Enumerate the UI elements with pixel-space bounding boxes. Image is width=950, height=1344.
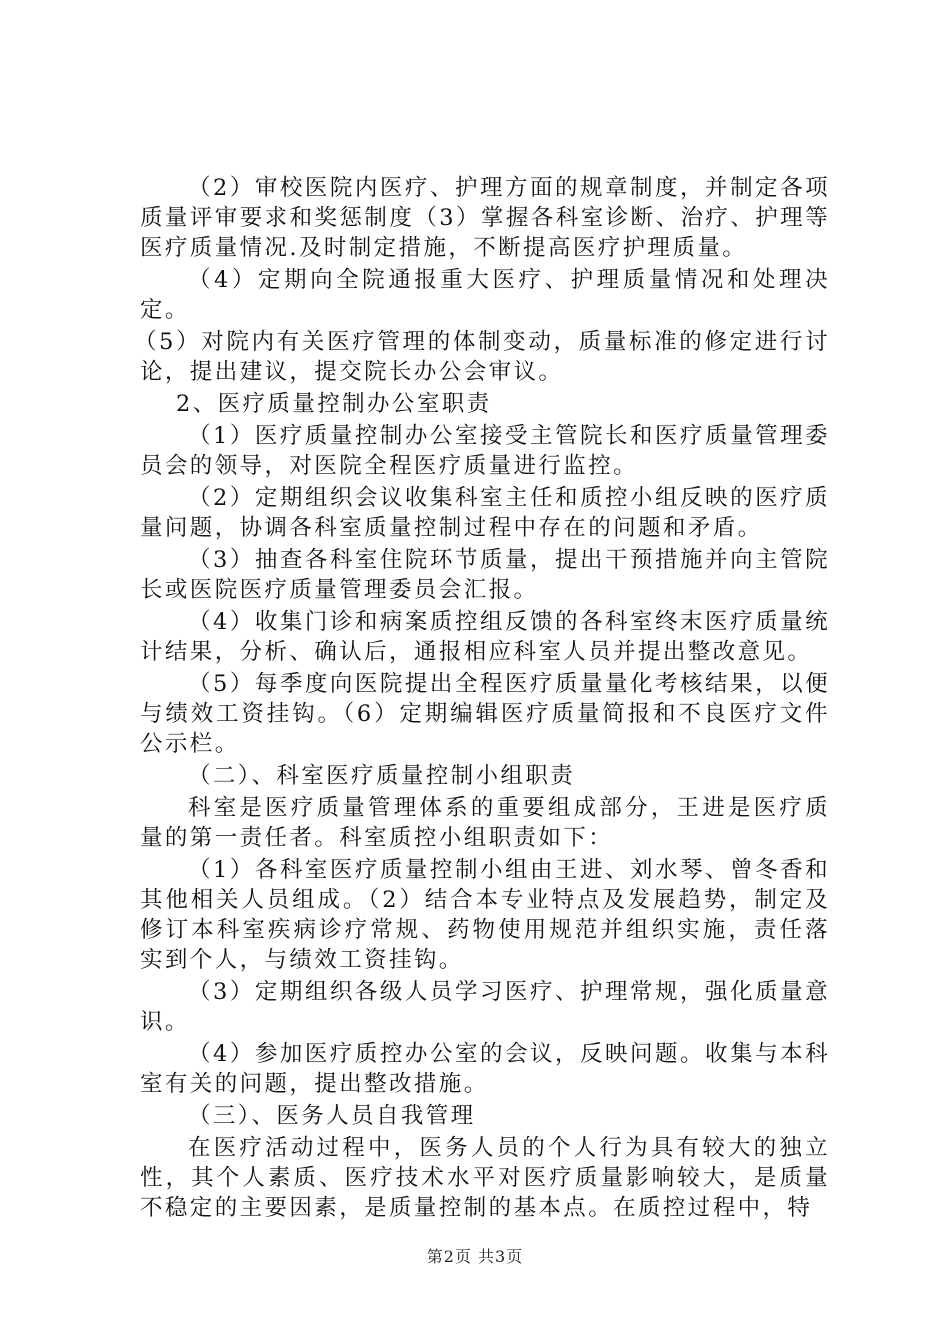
section-heading-er: （二）、科室医疗质量控制小组职责 (188, 763, 576, 789)
paragraph-7: （3）抽查各科室住院环节质量，提出干预措施并向主管院长或医院医疗质量管理委员会汇报。 (140, 547, 830, 603)
paragraph-14: （4）参加医疗质控办公室的会议，反映问题。收集与本科室有关的问题，提出整改措施。 (140, 1041, 830, 1097)
section-heading-san: （三）、医务人员自我管理 (188, 1103, 476, 1129)
section-heading-2: 2、医疗质量控制办公室职责 (176, 391, 492, 417)
paragraph-16: 在医疗活动过程中，医务人员的个人行为具有较大的独立性，其个人素质、医疗技术水平对医疗质量影响较大，是质量不稳定的主要因素，是质量控制的基本点。在质控过程中，特 (140, 1135, 830, 1221)
page-footer: 第2页 共3页 (426, 1247, 524, 1266)
paragraph-3: （5）对院内有关医疗管理的体制变动，质量标准的修定进行讨论，提出建议，提交院长办公会审议。 (134, 329, 830, 385)
paragraph-9: （5）每季度向医院提出全程医疗质量量化考核结果，以便与绩效工资挂钩。（6）定期编辑医疗质量简报和不良医疗文件公示栏。 (140, 671, 830, 757)
paragraph-1: （2）审校医院内医疗、护理方面的规章制度，并制定各项质量评审要求和奖惩制度（3）掌握各科室诊断、治疗、护理等医疗质量情况.及时制定措施，不断提高医疗护理质量。 (140, 175, 830, 261)
paragraph-5: （1）医疗质量控制办公室接受主管院长和医疗质量管理委员会的领导，对医院全程医疗质量进行监控。 (140, 423, 830, 479)
document-body (134, 173, 830, 1225)
paragraph-12: （1）各科室医疗质量控制小组由王进、刘水琴、曾冬香和其他相关人员组成。（2）结合本专业特点及发展趋势，制定及修订本科室疾病诊疗常规、药物使用规范并组织实施，责任落实到个人，与绩效工资挂钩。 (140, 857, 830, 973)
paragraph-2: （4）定期向全院通报重大医疗、护理质量情况和处理决定。 (140, 267, 830, 323)
paragraph-6: （2）定期组织会议收集科室主任和质控小组反映的医疗质量问题，协调各科室质量控制过程中存在的问题和矛盾。 (140, 485, 830, 541)
paragraph-11: 科室是医疗质量管理体系的重要组成部分，王进是医疗质量的第一责任者。科室质控小组职责如下： (140, 795, 830, 851)
paragraph-13: （3）定期组织各级人员学习医疗、护理常规，强化质量意识。 (140, 979, 830, 1035)
paragraph-8: （4）收集门诊和病案质控组反馈的各科室终末医疗质量统计结果，分析、确认后，通报相应科室人员并提出整改意见。 (140, 609, 830, 665)
